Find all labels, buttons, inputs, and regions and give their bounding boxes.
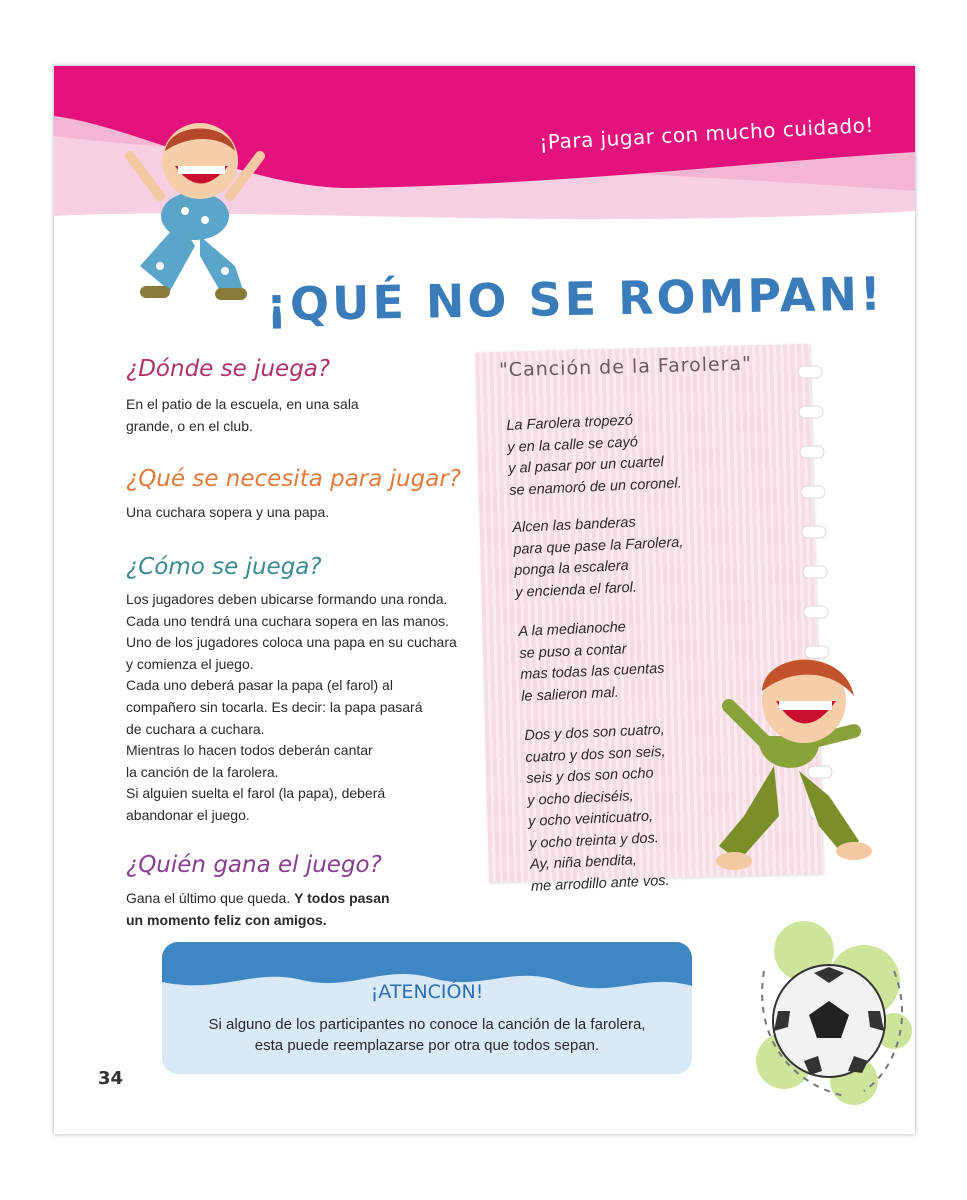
song-stanza-4: Dos y dos son cuatro, cuatro y dos son seis, seis y dos son ocho y ocho dieciséis, y ocho veinticuatro, y ocho treinta y dos. Ay, niña bendita, me arrodillo ante vos.	[524, 721, 670, 895]
kid-pajamas-illustration	[120, 116, 270, 326]
section-heading-what: ¿Qué se necesita para jugar?	[126, 466, 461, 492]
song-stanza-1: La Farolera tropezó y en la calle se cayó y al pasar por un cuartel se enamoró de un coronel.	[506, 412, 682, 499]
attention-text: Si alguno de los participantes no conoce la canción de la farolera, esta puede reemplazarse por otra que todos sepan.	[208, 1016, 646, 1054]
section-text-where: En el patio de la escuela, en una sala grande, o en el club.	[126, 396, 359, 434]
main-title: ¡QUÉ NO SE ROMPAN!	[265, 266, 885, 332]
book-page	[54, 66, 915, 1134]
section-heading-where: ¿Dónde se juega?	[126, 356, 331, 382]
section-text-what: Una cuchara sopera y una papa.	[126, 504, 330, 520]
section-heading-how: ¿Cómo se juega?	[126, 554, 322, 580]
song-stanza-2: Alcen las banderas para que pase la Farolera, ponga la escalera y encienda el farol.	[512, 514, 684, 601]
header-title: ¡Para jugar con mucho cuidado!	[538, 112, 875, 155]
attention-title: ¡ATENCIÓN!	[370, 981, 484, 1003]
kid-green-illustration	[704, 646, 884, 896]
section-heading-who: ¿Quién gana el juego?	[126, 852, 382, 878]
section-text-who: Gana el último que queda. Y todos pasan un momento feliz con amigos.	[126, 890, 390, 928]
page-number: 34	[98, 1068, 124, 1089]
song-title: "Canción de la Farolera"	[498, 352, 753, 382]
section-text-how: Los jugadores deben ubicarse formando una ronda. Cada uno tendrá una cuchara sopera en las manos. Uno de los jugadores coloca una papa en su cuchara y comienza el juego. Cada uno deberá pasar la papa (el farol) al compañero sin tocarla. Es decir: la papa pasará de cuchara a cuchara. Mientras lo hacen todos deberán cantar la canción de la farolera. Si alguien suelta el farol (la papa), deberá abandonar el juego.	[126, 591, 457, 823]
soccer-ball-icon	[744, 911, 914, 1111]
song-stanza-3: A la medianoche se puso a contar mas todas las cuentas le salieron mal.	[518, 619, 665, 705]
